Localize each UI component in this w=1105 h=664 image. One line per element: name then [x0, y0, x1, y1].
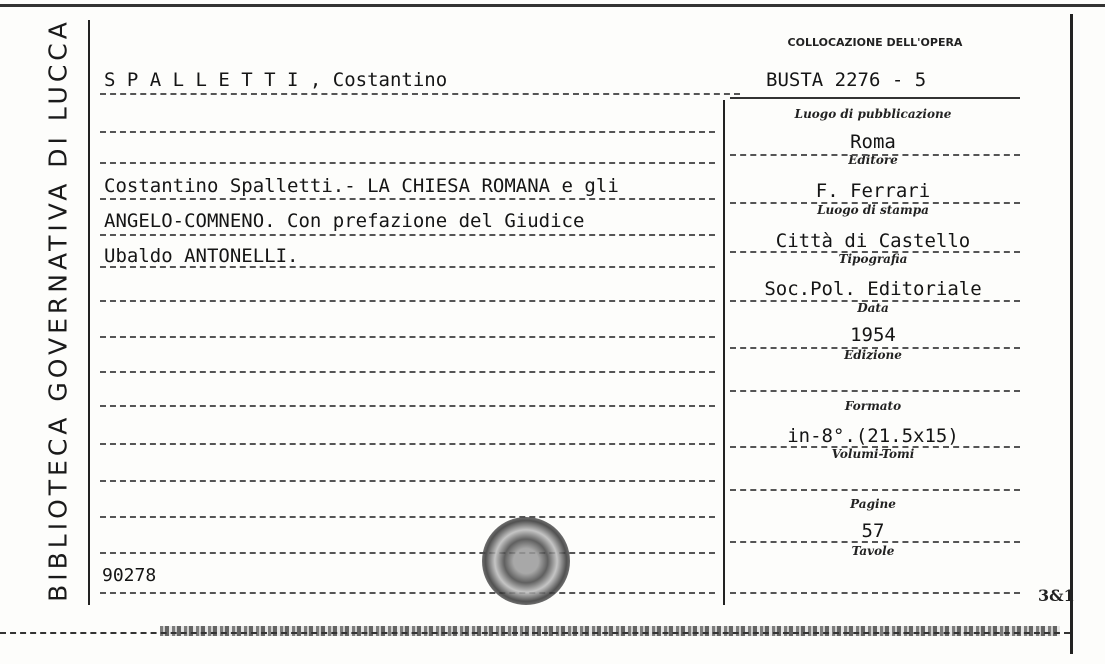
- description-line-2: ANGELO-COMNENO. Con prefazione del Giudice: [104, 210, 585, 232]
- luogo-stampa-label: Luogo di stampa: [817, 203, 929, 217]
- scan-noise: [160, 626, 1060, 636]
- edizione-label: Edizione: [844, 348, 902, 362]
- rule: [100, 592, 715, 594]
- rule: [100, 516, 715, 518]
- data-value: 1954: [850, 324, 896, 346]
- tavole-label: Tavole: [851, 544, 895, 558]
- rule: [730, 489, 1020, 491]
- luogo-pubblicazione-value: Roma: [850, 131, 896, 153]
- luogo-pubblicazione-label: Luogo di pubblicazione: [794, 107, 952, 121]
- rule: [730, 251, 1020, 253]
- rule: [100, 198, 715, 200]
- rule: [730, 541, 1020, 543]
- shelfmark: BUSTA 2276 - 5: [766, 69, 927, 91]
- rule: [100, 266, 715, 268]
- rule: [100, 131, 715, 133]
- rule: [100, 162, 715, 164]
- description-line-1: Costantino Spalletti.- LA CHIESA ROMANA e gli: [104, 175, 619, 197]
- rule: [730, 154, 1020, 156]
- pagine-value: 57: [861, 520, 885, 542]
- rule: [100, 552, 715, 554]
- rule: [730, 202, 1020, 204]
- author-name: S P A L L E T T I , Costantino: [104, 69, 448, 91]
- rule: [100, 405, 715, 407]
- rule: [100, 234, 715, 236]
- rule: [730, 300, 1020, 302]
- collocazione-label: COLLOCAZIONE DELL'OPERA: [787, 36, 963, 49]
- luogo-stampa-value: Città di Castello: [775, 230, 971, 252]
- rule: [730, 592, 1020, 594]
- data-label: Data: [857, 301, 889, 315]
- editore-value: F. Ferrari: [815, 180, 931, 202]
- formato-label: Formato: [844, 399, 902, 413]
- bottom-edge: [0, 632, 1070, 634]
- rule: [730, 446, 1020, 448]
- rule: [730, 390, 1020, 392]
- column-divider: [723, 100, 725, 605]
- library-vertical-title: [28, 10, 88, 610]
- margin-mark: 3&1: [1038, 586, 1075, 605]
- library-stamp: [482, 517, 570, 605]
- tipografia-label: Tipografia: [838, 252, 908, 266]
- description-line-3: Ubaldo ANTONELLI.: [104, 245, 299, 267]
- rule: [100, 336, 715, 338]
- formato-value: in-8°.(21.5x15): [787, 425, 959, 447]
- rule: [100, 480, 715, 482]
- editore-label: Editore: [848, 153, 898, 167]
- rule: [100, 371, 715, 373]
- rule: [100, 443, 715, 445]
- top-edge: [0, 4, 1105, 7]
- pagine-label: Pagine: [850, 497, 896, 511]
- rule: [730, 97, 1020, 99]
- rule: [100, 300, 715, 302]
- right-edge: [1070, 14, 1073, 654]
- library-name: BIBLIOTECA GOVERNATIVA DI LUCCA: [43, 18, 73, 602]
- tipografia-value: Soc.Pol. Editoriale: [764, 278, 982, 300]
- volumi-label: Volumi-Tomi: [831, 447, 915, 461]
- left-margin-rule: [88, 20, 90, 605]
- inventory-number: 90278: [102, 565, 157, 586]
- rule: [730, 347, 1020, 349]
- rule: [100, 93, 740, 95]
